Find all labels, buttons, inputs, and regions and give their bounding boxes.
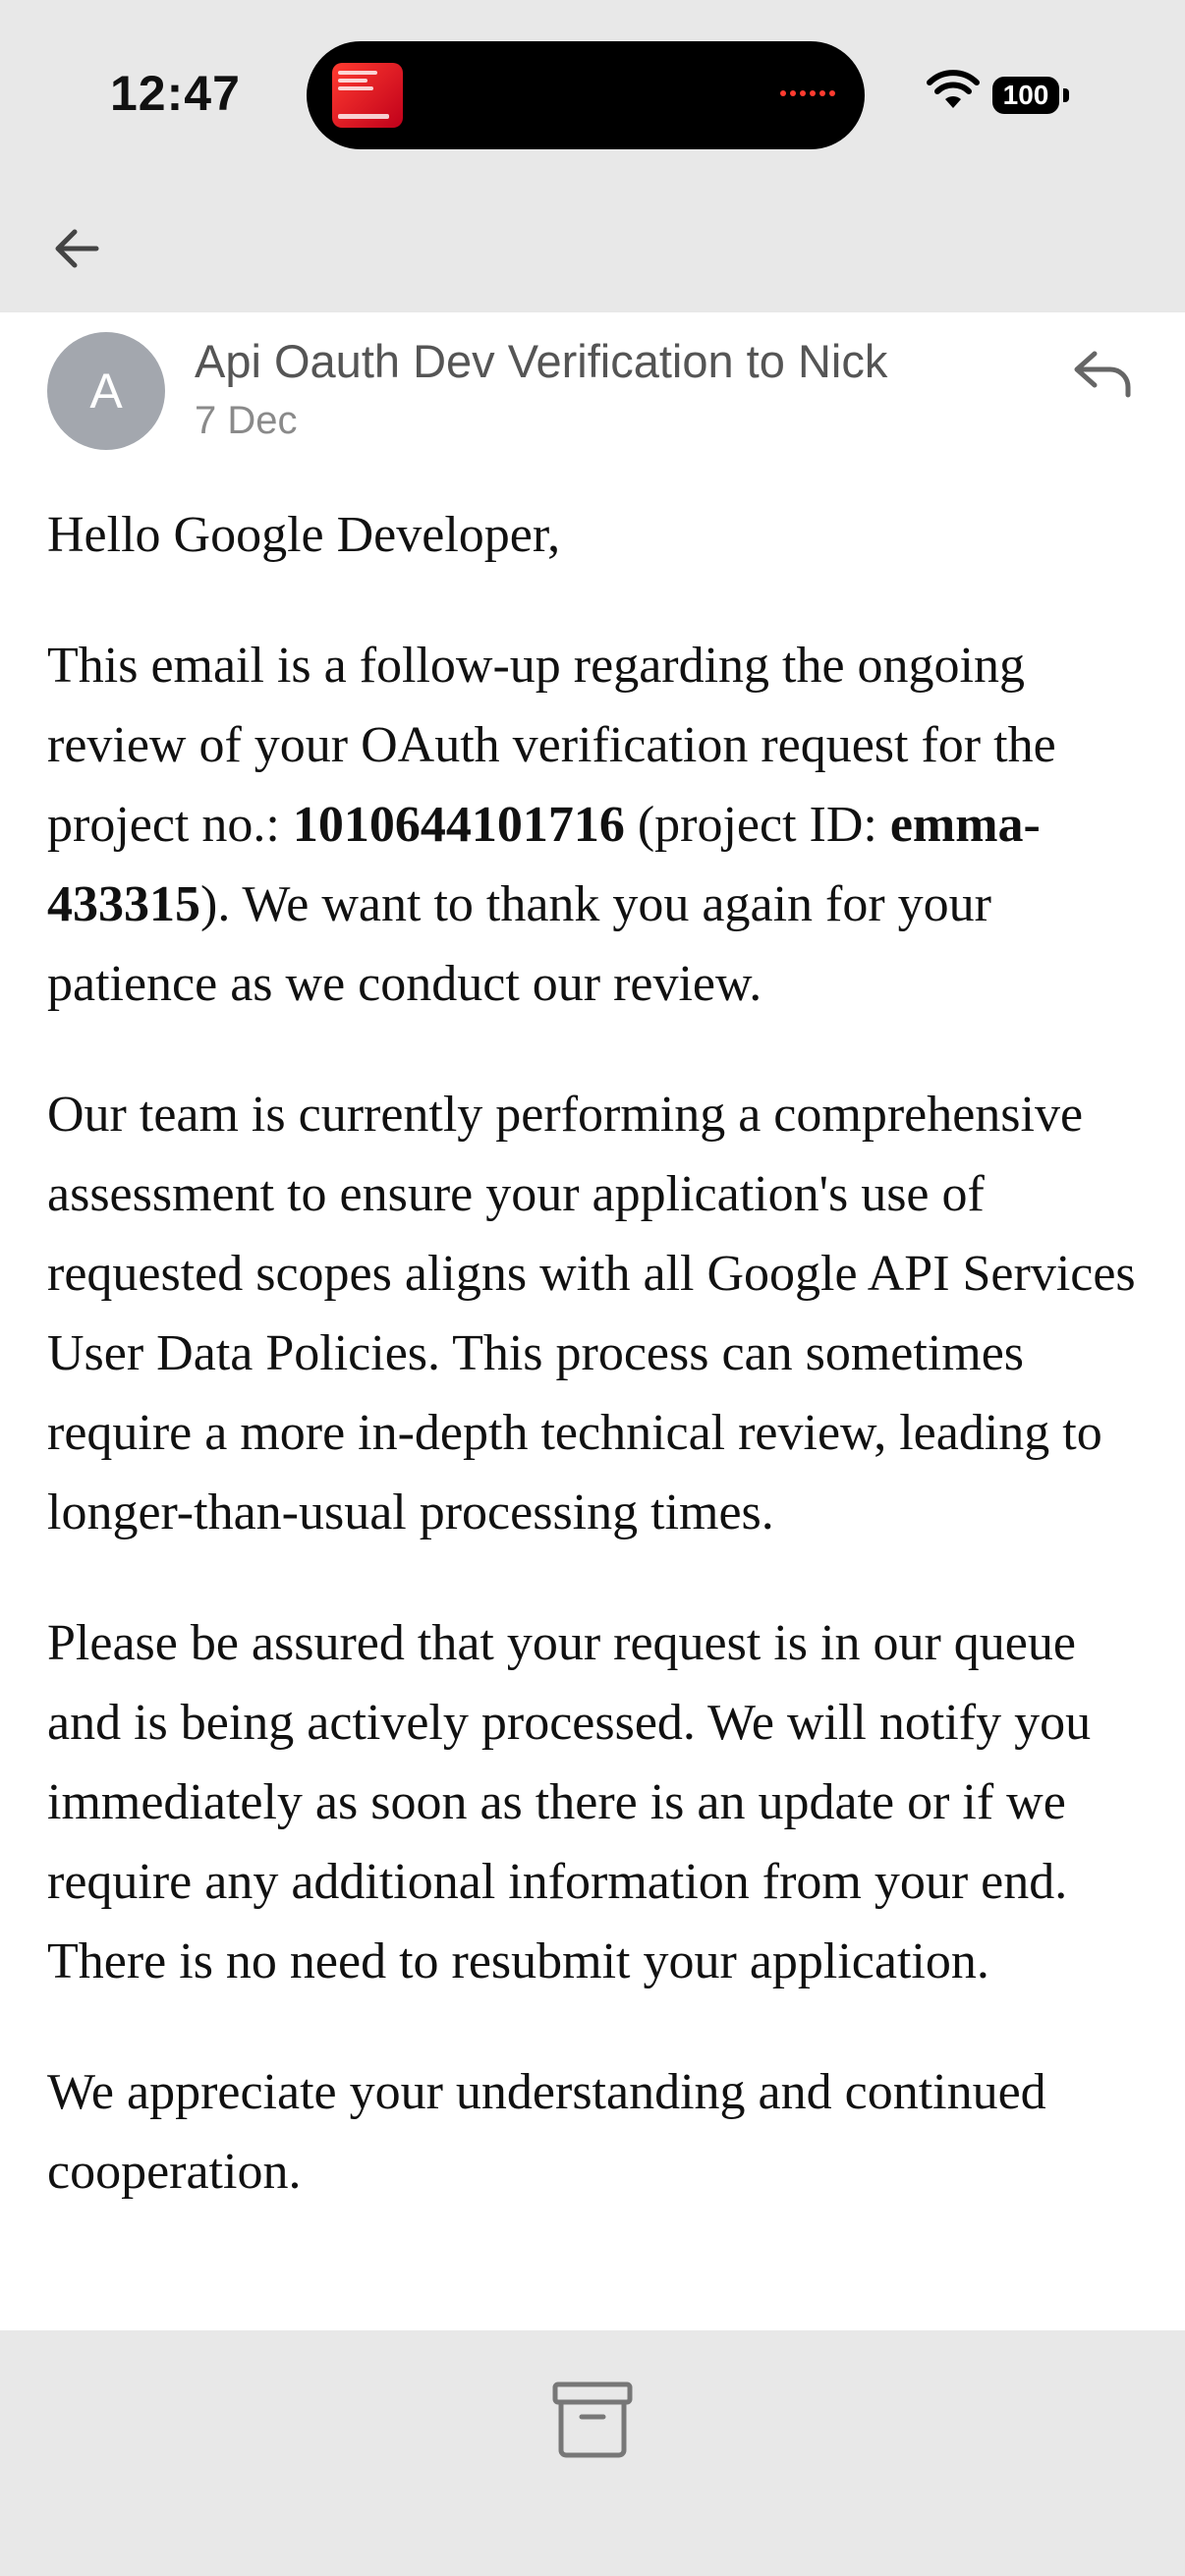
status-bar <box>0 0 1185 187</box>
sender-line[interactable]: Api Oauth Dev Verification to Nick <box>195 335 888 387</box>
battery-icon: 100 <box>992 77 1059 114</box>
project-number: 1010644101716 <box>292 797 625 853</box>
bottom-toolbar <box>0 2330 1185 2576</box>
status-time: 12:47 <box>110 66 241 121</box>
avatar[interactable]: A <box>47 332 165 450</box>
wifi-icon <box>926 69 981 112</box>
paragraph-3: Please be assured that your request is in our queue and is being actively processed. We will notify you immediately as soon as there is an update or if we require any additional information from your end. There is no need to resubmit your application. <box>47 1615 1092 1989</box>
project-id: emma-433315 <box>47 797 1041 932</box>
paragraph-4: We appreciate your understanding and continued cooperation. <box>47 2064 1046 2200</box>
archive-icon[interactable] <box>550 2380 635 2460</box>
paragraph-1-text-a: This email is a follow-up regarding the ongoing review of your OAuth verification request for the project no.: <box>47 638 1056 853</box>
album-art-icon[interactable] <box>332 63 403 128</box>
mail-toolbar <box>0 187 1185 313</box>
arrow-left-icon[interactable] <box>45 214 114 283</box>
audio-activity-icon <box>780 90 835 96</box>
battery-tip <box>1063 88 1069 102</box>
paragraph-2: Our team is currently performing a comprehensive assessment to ensure your application's use of requested scopes aligns with all Google API Services User Data Policies. This process can sometimes require a more in-depth technical review, leading to longer-than-usual processing times. <box>47 1087 1136 1540</box>
paragraph-1 <box>47 626 1148 1024</box>
greeting-paragraph: Hello Google Developer, <box>47 507 561 563</box>
paragraph-1-text-c: ). We want to thank you again for your patience as we conduct our review. <box>47 876 991 1012</box>
reply-icon[interactable] <box>1071 346 1134 401</box>
dynamic-island[interactable] <box>307 41 865 149</box>
message-view <box>0 312 1185 2330</box>
message-body <box>47 495 1148 2263</box>
message-date: 7 Dec <box>195 399 298 442</box>
paragraph-1-text-b: (project ID: <box>624 797 890 853</box>
